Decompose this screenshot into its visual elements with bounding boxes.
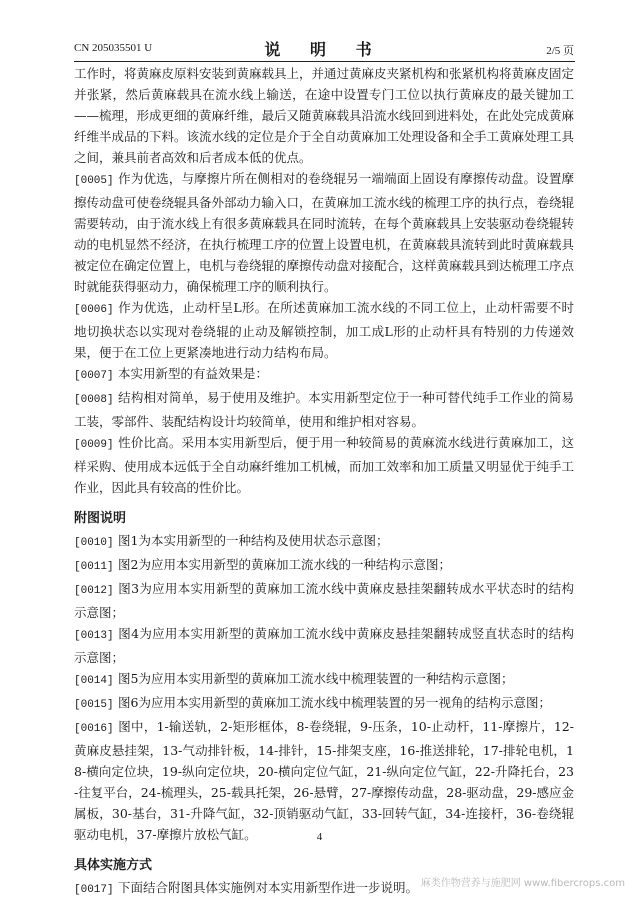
- section-heading-figures: 附图说明: [74, 511, 127, 526]
- paragraph-group-figures: [74, 530, 574, 845]
- paragraph: [74, 297, 574, 363]
- paragraph-text: 图6为应用本实用新型的黄麻加工流水线中梳理装置的另一视角的结构示意图；: [118, 695, 551, 710]
- document-body: [74, 63, 574, 901]
- paragraph-text: 图4为应用本实用新型的黄麻加工流水线中黄麻皮悬挂架翻转成竖直状态时的结构示意图；: [74, 626, 574, 665]
- paragraph: [74, 716, 574, 845]
- paragraph-number: [0010]: [74, 537, 114, 549]
- paragraph: [74, 363, 574, 387]
- paragraph-number: [0017]: [74, 884, 114, 896]
- paragraph-text: 结构相对简单，易于使用及维护。本实用新型定位于一种可替代纯手工作业的简易工装，零部件、装配结构设计均较简单，使用和维护相对容易。: [74, 390, 574, 429]
- paragraph-number: [0014]: [74, 675, 114, 687]
- paragraph-text: 图5为应用本实用新型的黄麻加工流水线中梳理装置的一种结构示意图；: [118, 671, 514, 686]
- paragraph-number: [0016]: [74, 723, 114, 735]
- paragraph: [74, 623, 574, 668]
- header-rule: [74, 61, 575, 62]
- paragraph-number: [0011]: [74, 561, 114, 573]
- paragraph-text: 图3为应用本实用新型的黄麻加工流水线中黄麻皮悬挂架翻转成水平状态时的结构示意图；: [74, 581, 574, 620]
- paragraph: [74, 63, 574, 168]
- page-number: 4: [316, 831, 323, 843]
- paragraph-number: [0009]: [74, 439, 114, 451]
- paragraph: [74, 168, 574, 297]
- paragraph: [74, 432, 574, 498]
- paragraph-number: [0012]: [74, 585, 114, 597]
- paragraph: [74, 578, 574, 623]
- paragraph: [74, 668, 574, 692]
- paragraph-text: 下面结合附图具体实施例对本实用新型作进一步说明。: [118, 880, 419, 895]
- paragraph: [74, 387, 574, 432]
- paragraph-text: 工作时，将黄麻皮原料安装到黄麻载具上，并通过黄麻皮夹紧机构和张紧机构将黄麻皮固定并张紧，然后黄麻载具在流水线上输送，在途中设置专门工位以执行黄麻皮的最关键加工——梳理，形成更细的黄麻纤维，最后又随黄麻载具沿流水线回到进料处，在此处完成黄麻纤维半成品的下料。该流水线的定位是介于全自动黄麻加工处理设备和全手工黄麻处理工具之间，兼具前者高效和后者成本低的优点。: [74, 66, 575, 165]
- paragraph-text: 图2为应用本实用新型的黄麻加工流水线的一种结构示意图；: [118, 557, 451, 572]
- page-indicator: 2/5 页: [546, 45, 574, 57]
- section-heading-embodiment: 具体实施方式: [74, 858, 153, 873]
- paragraph-number: [0013]: [74, 630, 114, 642]
- paragraph-number: [0007]: [74, 370, 114, 382]
- paragraph-text: 图中，1-输送轨，2-矩形框体，8-卷绕辊，9-压条，10-止动杆，11-摩擦片，12-黄麻皮悬挂架，13-气动排针板，14-排针，15-排架支座，16-推送排轮，17-排轮电机，18-横向定位块，19-纵向定位块，20-横向定位气缸，21-纵向定位气缸，22-升降托台，23-往复平台，24-梳理头，25-载具托架，26-悬臂，27-摩擦传动盘，28-驱动盘，29-感应金属板，30-基台，31-升降气缸，32-顶销驱动气缸，33-回转气缸，34-连接杆，36-卷绕辊驱动电机，37-摩擦片放松气缸。: [74, 719, 575, 842]
- paragraph-text: 作为优选，止动杆呈L形。在所述黄麻加工流水线的不同工位上，止动杆需要不时地切换状态以实现对卷绕辊的止动及解锁控制，加工成L形的止动杆具有特别的力传递效果，便于在工位上更紧凑地进行动力结构布局。: [74, 300, 574, 360]
- patent-number: CN 205035501 U: [74, 42, 153, 54]
- paragraph-text: 性价比高。采用本实用新型后，便于用一种较简易的黄麻流水线进行黄麻加工，这样采购、使用成本远低于全自动麻纤维加工机械，而加工效率和加工质量又明显优于纯手工作业，因此具有较高的性价比。: [74, 435, 575, 495]
- paragraph-text: 作为优选，与摩擦片所在侧相对的卷绕辊另一端端面上固设有摩擦传动盘。设置摩擦传动盘可使卷绕辊具备外部动力输入口，在黄麻加工流水线的梳理工序的执行点，卷绕辊需要转动，由于流水线上有很多黄麻载具在同时流转，在每个黄麻载具上安装驱动卷绕辊转动的电机显然不经济，在执行梳理工序的位置上设置电机，在黄麻载具流转到此时黄麻载具被定位在确定位置上，电机与卷绕辊的摩擦传动盘对接配合，这样黄麻载具到达梳理工序点时就能获得驱动力，确保梳理工序的顺利执行。: [74, 171, 575, 294]
- paragraph-number: [0008]: [74, 394, 114, 406]
- paragraph-text: 本实用新型的有益效果是：: [118, 366, 269, 381]
- paragraph: [74, 692, 574, 716]
- page-header: [74, 36, 574, 58]
- paragraph-number: [0006]: [74, 304, 114, 316]
- paragraph-number: [0005]: [74, 175, 114, 187]
- paragraph: [74, 554, 574, 578]
- paragraph-text: 图1为本实用新型的一种结构及使用状态示意图；: [118, 533, 389, 548]
- paragraph-number: [0015]: [74, 699, 114, 711]
- paragraph-group-top: [74, 63, 574, 498]
- paragraph: [74, 530, 574, 554]
- watermark: 麻类作物营养与施肥网 www.fibercrops.com: [420, 878, 625, 889]
- document-title: 说 明 书: [264, 40, 384, 59]
